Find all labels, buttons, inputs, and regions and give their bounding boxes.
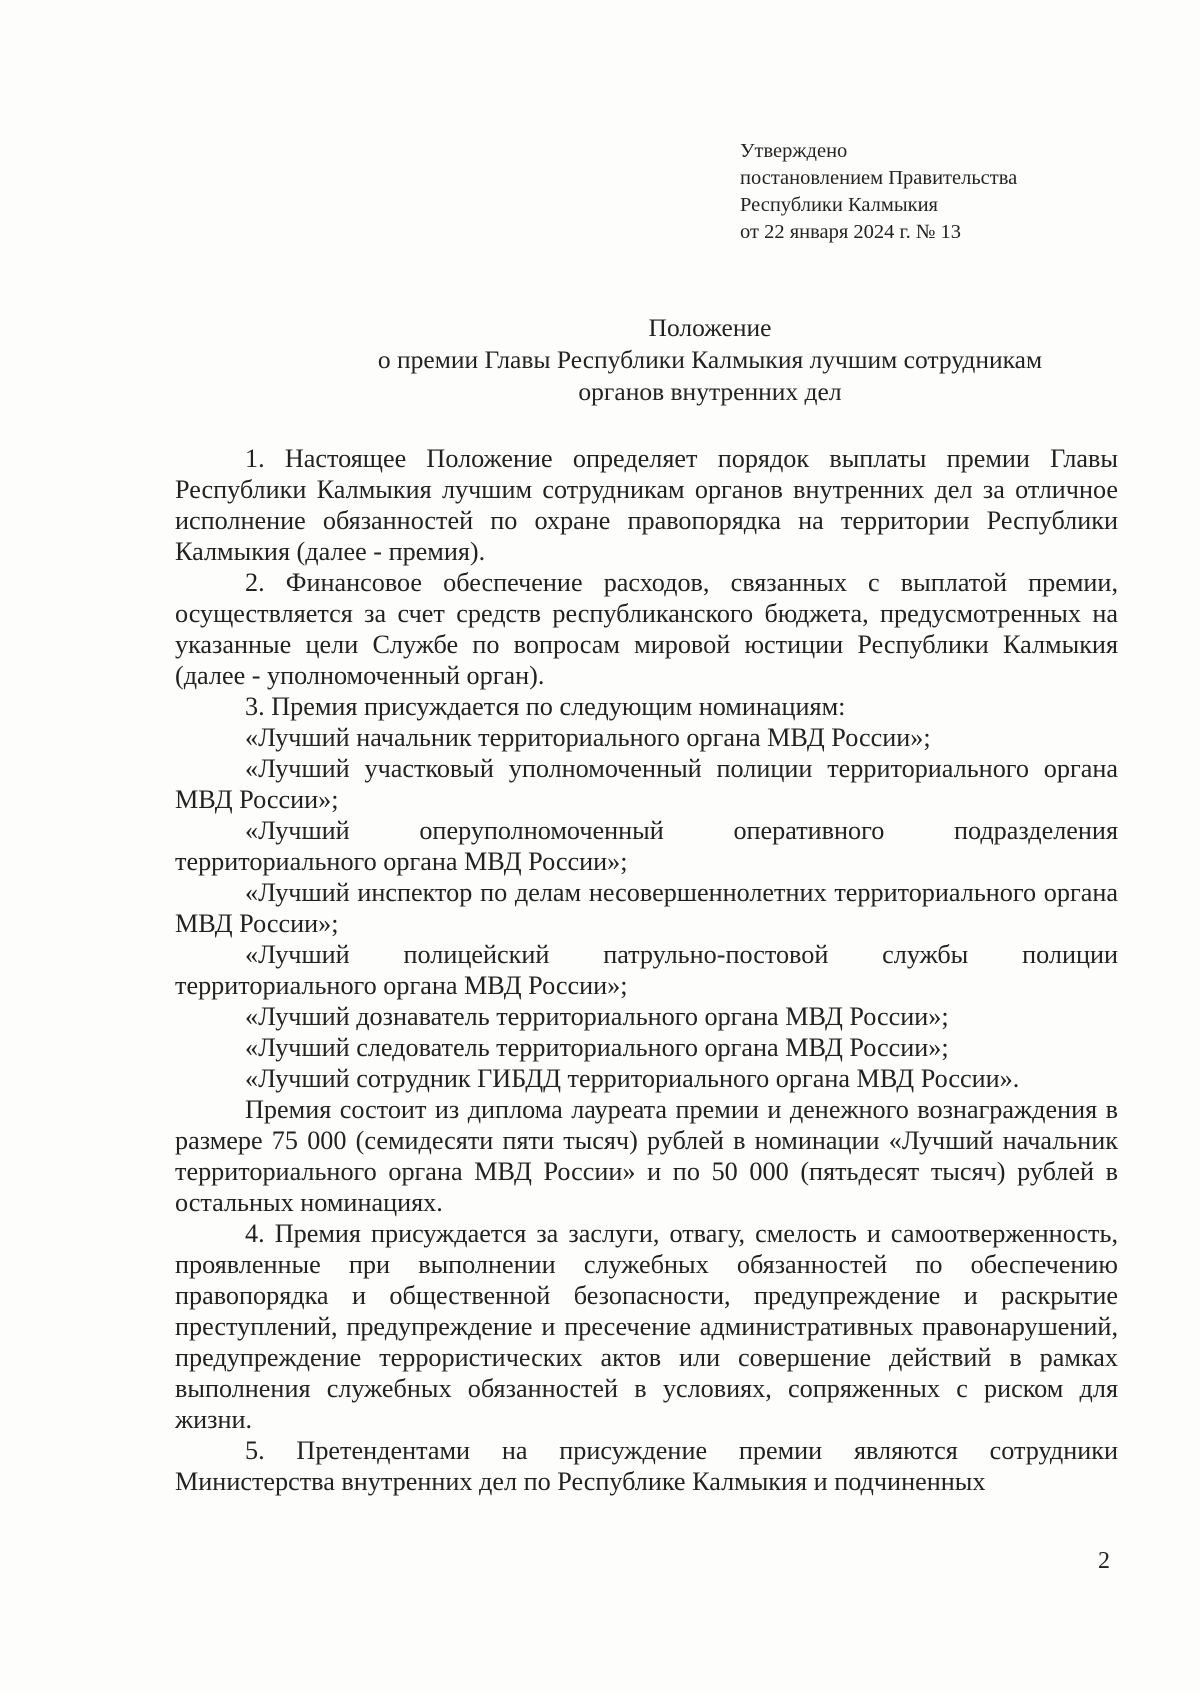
page-number: 2 bbox=[1098, 1548, 1110, 1574]
prize-amount-paragraph: Премия состоит из диплома лауреата премии и денежного вознаграждения в размере 75 000 (семидесяти пяти тысяч) рублей в номинации «Лучший начальник территориального органа МВД России» и по 50 000 (пятьдесят тысяч) рублей в остальных номинациях. bbox=[175, 1095, 1118, 1217]
paragraph-2: 2. Финансовое обеспечение расходов, связанных с выплатой премии, осуществляется за счет средств республиканского бюджета, предусмотренных на указанные цели Службе по вопросам мировой юстиции Республики Калмыкия (далее - уполномоченный орган). bbox=[175, 568, 1118, 690]
nomination-item: «Лучший оперуполномоченный оперативного подразделения территориального органа МВД России»; bbox=[175, 816, 1118, 876]
approval-line: постановлением Правительства bbox=[740, 167, 1018, 189]
nomination-item: «Лучший инспектор по делам несовершеннолетних территориального органа МВД России»; bbox=[175, 878, 1118, 938]
approval-line: Республики Калмыкия bbox=[740, 194, 938, 216]
approval-line: Утверждено bbox=[740, 140, 848, 162]
nomination-item: «Лучший начальник территориального органа МВД России»; bbox=[245, 723, 931, 752]
document-body bbox=[175, 443, 1118, 1497]
approval-stamp-block bbox=[740, 138, 1017, 246]
title-line: органов внутренних дел bbox=[578, 377, 842, 406]
nomination-item: «Лучший участковый уполномоченный полиции территориального органа МВД России»; bbox=[175, 754, 1118, 814]
approval-date-line: от 22 января 2024 г. № 13 bbox=[740, 221, 962, 243]
nomination-item: «Лучший дознаватель территориального органа МВД России»; bbox=[245, 1002, 949, 1031]
title-line: о премии Главы Республики Калмыкия лучшим сотрудникам bbox=[377, 345, 1043, 374]
paragraph-5: 5. Претендентами на присуждение премии являются сотрудники Министерства внутренних дел по Республике Калмыкия и подчиненных bbox=[175, 1436, 1118, 1496]
paragraph-4: 4. Премия присуждается за заслуги, отвагу, смелость и самоотверженность, проявленные при выполнении служебных обязанностей по обеспечению правопорядка и общественной безопасности, предупреждение и раскрытие преступлений, предупреждение и пресечение административных правонарушений, предупреждение террористических актов или совершение действий в рамках выполнения служебных обязанностей в условиях, сопряженных с риском для жизни. bbox=[175, 1219, 1118, 1434]
title-line: Положение bbox=[648, 313, 772, 342]
paragraph-1: 1. Настоящее Положение определяет порядок выплаты премии Главы Республики Калмыкия лучшим сотрудникам органов внутренних дел за отличное исполнение обязанностей по охране правопорядка на территории Республики Калмыкия (далее - премия). bbox=[175, 444, 1118, 566]
nomination-item: «Лучший полицейский патрульно-постовой службы полиции территориального органа МВД России»; bbox=[175, 940, 1118, 1000]
nomination-item: «Лучший сотрудник ГИБДД территориального органа МВД России». bbox=[245, 1064, 1020, 1093]
nomination-item: «Лучший следователь территориального органа МВД России»; bbox=[245, 1033, 949, 1062]
paragraph-3: 3. Премия присуждается по следующим номинациям: bbox=[245, 692, 846, 721]
document-title bbox=[300, 312, 1120, 408]
